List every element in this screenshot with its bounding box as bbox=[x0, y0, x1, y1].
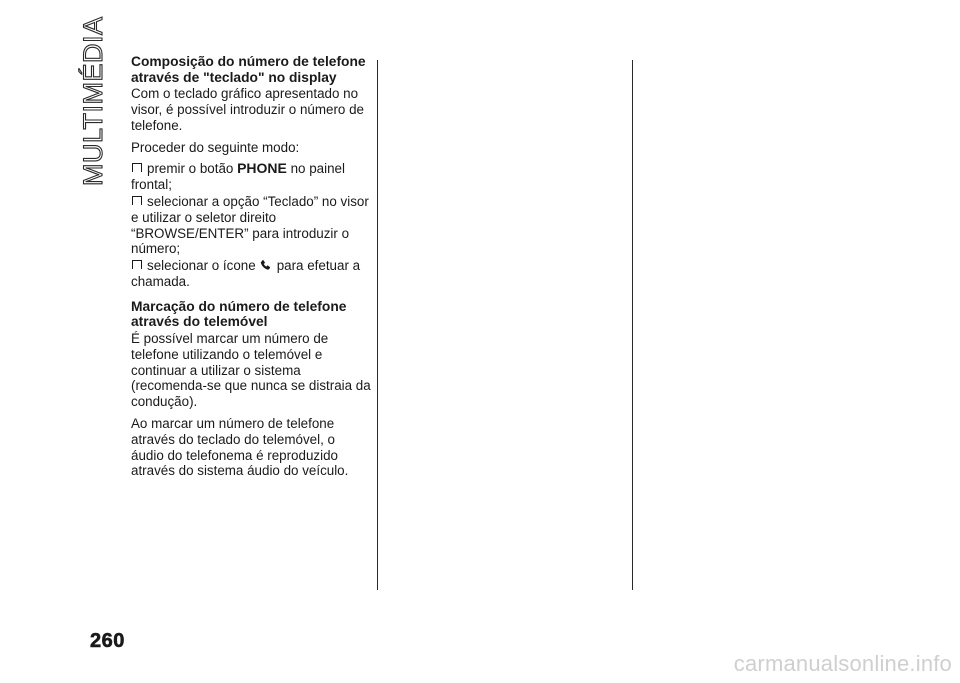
step-item bbox=[131, 194, 371, 257]
step-item bbox=[131, 258, 371, 290]
step-text: para efetuar a chamada. bbox=[131, 258, 361, 289]
column-divider bbox=[632, 60, 633, 590]
watermark: carmanualsonline.info bbox=[733, 651, 952, 676]
paragraph: Com o teclado gráfico apresentado no visor, é possível introduzir o número de telefone. bbox=[131, 86, 364, 133]
content-column bbox=[131, 54, 371, 485]
phone-handset-icon bbox=[259, 259, 272, 272]
section-heading: Composição do número de telefone através de "teclado" no display bbox=[131, 54, 366, 85]
column-divider bbox=[377, 60, 378, 590]
phone-key-label: PHONE bbox=[237, 160, 287, 177]
section-heading: Marcação do número de telefone através do telemóvel bbox=[131, 298, 347, 330]
checkbox-bullet-icon bbox=[132, 163, 142, 172]
section-title: MULTIMÉDIA bbox=[78, 16, 108, 186]
paragraph: É possível marcar um número de telefone utilizando o telemóvel e continuar a utilizar o sistema (recomenda-se que nunca se distraia da condução). bbox=[131, 330, 371, 410]
step-text: selecionar o ícone bbox=[147, 258, 256, 274]
step-item bbox=[131, 161, 371, 193]
step-text: selecionar a opção “Teclado” no visor e utilizar o seletor direito “BROWSE/ENTER” para introduzir o número; bbox=[131, 193, 369, 257]
paragraph: Proceder do seguinte modo: bbox=[131, 139, 300, 155]
checkbox-bullet-icon bbox=[132, 196, 142, 205]
step-text: premir o botão bbox=[147, 161, 234, 177]
paragraph: Ao marcar um número de telefone através do teclado do telemóvel, o áudio do telefonema é reproduzido através do sistema áudio do veículo. bbox=[131, 415, 349, 479]
step-text: no painel frontal; bbox=[131, 161, 345, 193]
page-number: 260 bbox=[90, 630, 125, 652]
checkbox-bullet-icon bbox=[132, 260, 142, 269]
